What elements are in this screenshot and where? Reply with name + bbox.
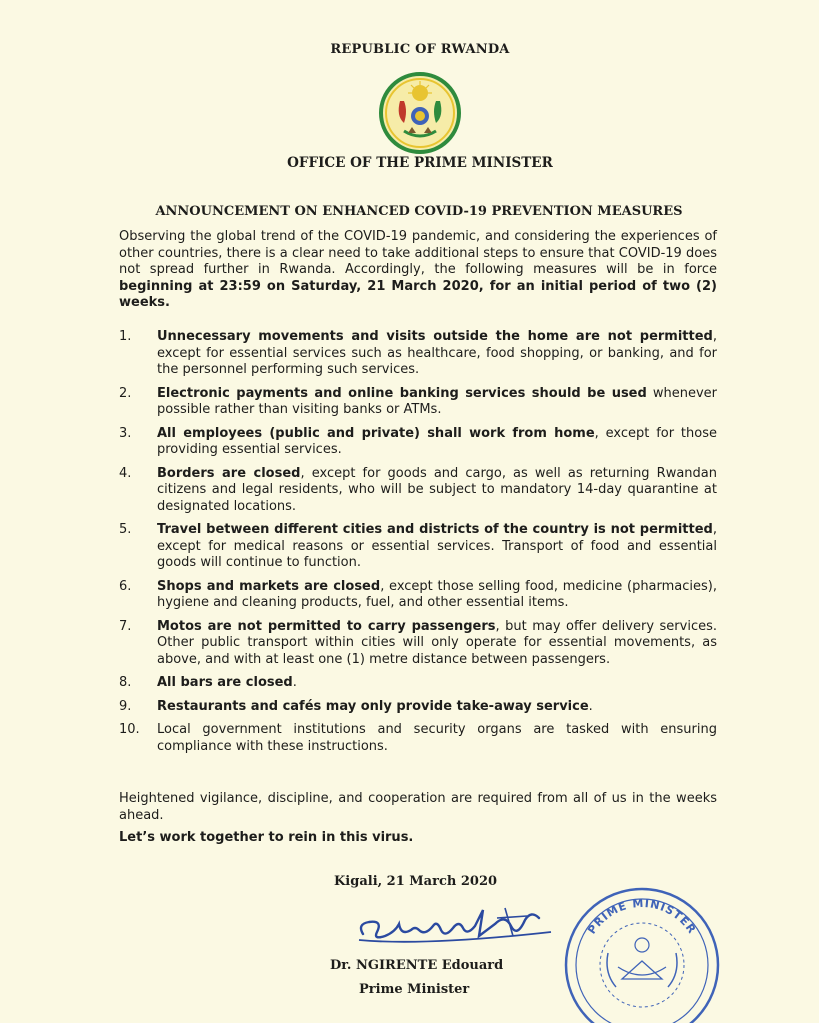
closing-paragraph: Heightened vigilance, discipline, and cooperation are required from all of us in the weeks ahead. — [119, 791, 717, 823]
measure-number: 7. — [119, 618, 132, 634]
intro-effective-date: beginning at 23:59 on Saturday, 21 March 2020, for an initial period of two (2) weeks. — [119, 278, 717, 310]
measure-number: 9. — [119, 698, 132, 714]
measure-item — [119, 329, 717, 379]
measure-number: 10. — [119, 722, 140, 737]
measure-text: , except for medical reasons or essential services. Transport of food and essential goods will continue to function. — [157, 522, 717, 570]
measure-item — [119, 579, 717, 612]
measure-number: 6. — [119, 578, 132, 594]
measure-text: . — [588, 698, 593, 714]
coat-of-arms-emblem — [378, 71, 462, 155]
measure-text: , except those selling food, medicine (pharmacies), hygiene and cleaning products, fuel, and other essential items. — [157, 578, 718, 610]
measure-text: whenever possible rather than visiting banks or ATMs. — [157, 385, 717, 417]
measure-item — [119, 386, 717, 419]
measure-number: 2. — [119, 385, 132, 401]
measure-item — [119, 619, 717, 669]
announcement-title: ANNOUNCEMENT ON ENHANCED COVID-19 PREVENTION MEASURES — [155, 204, 683, 219]
signature-image — [355, 896, 555, 954]
measure-text: Local government institutions and security organs are tasked with ensuring compliance with these instructions. — [157, 722, 717, 754]
measure-item — [119, 699, 717, 716]
closing-slogan: Let’s work together to rein in this virus. — [119, 830, 414, 845]
measure-bold: Travel between different cities and districts of the country is not permitted — [157, 522, 713, 537]
measure-text: . — [292, 675, 297, 690]
measure-item — [119, 522, 717, 572]
measure-text: , except for goods and cargo, as well as returning Rwandan citizens and legal residents, who will be subject to mandatory 14-day quarantine at designated locations. — [157, 465, 717, 514]
measure-bold: Restaurants and cafés may only provide take-away service — [157, 698, 589, 714]
intro-text: Observing the global trend of the COVID-19 pandemic, and considering the experiences of other countries, there is a clear need to take additional steps to ensure that COVID-19 does not spread further in Rwanda. Accordingly, the following measures will be in force — [119, 229, 717, 277]
measures-list — [119, 329, 717, 755]
measure-number: 1. — [119, 329, 132, 344]
measure-item — [119, 722, 717, 755]
measure-text: , but may offer delivery services. Other public transport within cities will only operate for essential movements, as above, and with at least one (1) metre distance between passengers. — [157, 618, 717, 667]
country-heading: REPUBLIC OF RWANDA — [330, 42, 510, 57]
signatory-title: Prime Minister — [359, 982, 470, 997]
measure-bold: Motos are not permitted to carry passengers — [157, 618, 496, 634]
stamp-text: PRIME MINISTER — [585, 896, 699, 937]
measure-bold: Unnecessary movements and visits outside the home are not permitted — [157, 329, 713, 344]
measure-text: , except for those providing essential services. — [157, 425, 717, 457]
svg-text:PRIME MINISTER — [585, 897, 699, 937]
measure-bold: All employees (public and private) shall work from home — [157, 425, 595, 441]
measure-bold: Electronic payments and online banking services should be used — [157, 385, 647, 401]
measure-item — [119, 426, 717, 459]
measure-bold: All bars are closed — [157, 675, 293, 690]
measure-item — [119, 466, 717, 516]
measure-text: , except for essential services such as healthcare, food shopping, or banking, and for the personnel performing such services. — [157, 329, 717, 377]
measure-bold: Shops and markets are closed — [157, 578, 381, 594]
signatory-name: Dr. NGIRENTE Edouard — [330, 958, 504, 973]
measure-number: 3. — [119, 425, 132, 441]
place-and-date: Kigali, 21 March 2020 — [334, 874, 498, 889]
intro-paragraph — [119, 229, 717, 312]
measure-bold: Borders are closed — [157, 465, 301, 481]
official-stamp — [556, 883, 724, 1023]
measure-number: 4. — [119, 465, 132, 481]
measure-number: 8. — [119, 675, 132, 690]
measure-number: 5. — [119, 522, 132, 537]
measure-item — [119, 675, 717, 692]
office-heading: OFFICE OF THE PRIME MINISTER — [287, 155, 553, 171]
